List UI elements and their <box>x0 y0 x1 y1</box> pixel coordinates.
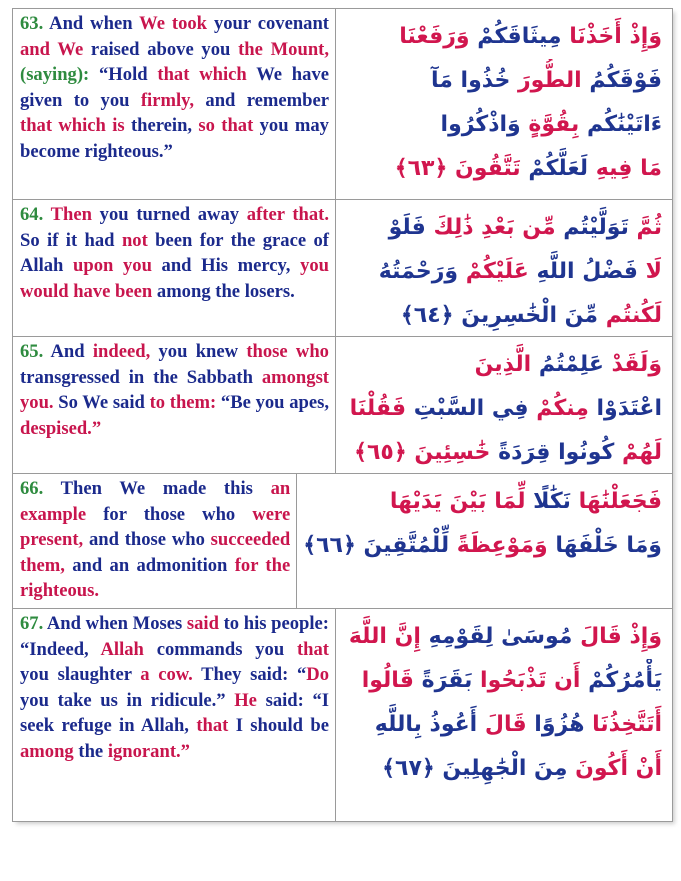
arabic-segment: الَّذِينَ <box>474 352 532 377</box>
arabic-text <box>336 609 672 821</box>
english-translation <box>13 9 336 199</box>
translation-segment: among <box>20 740 74 762</box>
translation-segment: Then <box>43 204 92 225</box>
arabic-line <box>303 524 662 568</box>
translation-segment: He <box>234 689 257 711</box>
english-translation <box>13 337 336 473</box>
translation-segment: said <box>186 613 219 634</box>
arabic-segment: فَجَعَلْنَٰهَا <box>570 489 662 514</box>
verse-row <box>13 9 672 200</box>
arabic-segment: ءَاتَيْنَٰكُم <box>579 112 662 137</box>
arabic-segment: عَلِمْتُمُ <box>531 352 604 377</box>
verse-row <box>13 474 672 609</box>
arabic-segment: مِيثَاقَكُمْ <box>469 24 562 49</box>
arabic-segment: لَكُنتُم <box>598 303 662 328</box>
translation-segment: you slaughter <box>20 664 141 686</box>
arabic-segment: مِنكُمْ <box>528 396 589 421</box>
arabic-segment: عَلَيْكُمْ <box>458 259 529 284</box>
arabic-segment: بِقُوَّةٍ <box>520 112 580 137</box>
arabic-line <box>342 615 662 659</box>
verse-number: 65. <box>20 341 44 362</box>
translation-segment: And when <box>43 13 140 34</box>
translation-segment: firmly, <box>140 89 195 111</box>
translation-segment: So if it had <box>20 229 122 251</box>
translation-segment: raised above you <box>83 38 239 60</box>
english-translation <box>13 609 336 821</box>
translation-segment: Do <box>306 664 329 686</box>
arabic-segment: إِنَّ اللَّهَ <box>348 624 421 649</box>
translation-segment: an example <box>20 478 291 525</box>
translation-segment: after that. <box>246 204 329 225</box>
arabic-line <box>342 659 662 703</box>
arabic-segment: أَنْ أَكُونَ <box>567 756 662 781</box>
arabic-segment: نَكَٰلًا <box>525 489 571 514</box>
translation-segment: We have given to you <box>20 64 329 111</box>
arabic-segment: فَلَوْ <box>388 215 426 240</box>
translation-segment: the <box>73 740 108 762</box>
translation-segment: and His mercy, <box>151 255 301 277</box>
translation-segment: And <box>43 341 93 362</box>
verse-number: 66. <box>20 478 44 499</box>
translation-segment: that which <box>157 64 247 86</box>
translation-segment: for those who <box>86 503 253 525</box>
arabic-segment: وَمَا خَلْفَهَا <box>547 533 662 558</box>
arabic-segment: خُذُوا مَآ <box>431 68 511 93</box>
arabic-text <box>336 200 672 336</box>
translation-segment: and those who <box>83 529 211 551</box>
arabic-line <box>342 343 662 387</box>
arabic-segment: لَعَلَّكُمْ <box>520 156 589 181</box>
english-translation <box>13 200 336 336</box>
translation-segment: Allah <box>100 638 144 660</box>
arabic-line <box>342 703 662 747</box>
translation-segment: for the righteous. <box>20 554 291 602</box>
arabic-segment: لَهُمْ <box>614 440 662 465</box>
translation-segment: you knew <box>150 341 247 362</box>
arabic-segment: الطُّورَ <box>510 68 582 93</box>
arabic-line <box>342 250 662 294</box>
arabic-line <box>342 15 662 59</box>
translation-segment: you would have been <box>20 255 329 302</box>
translation-segment: “Be you apes, <box>216 392 329 414</box>
arabic-segment: تَوَلَّيْتُم <box>555 215 629 240</box>
arabic-segment: هُزُوًا <box>526 712 585 737</box>
arabic-segment: أَعُوذُ بِاللَّهِ <box>374 712 478 737</box>
arabic-line <box>303 480 662 524</box>
translation-segment: to them: <box>149 392 217 414</box>
arabic-segment: فَوْقَكُمُ <box>581 68 662 93</box>
translation-segment: among the losers. <box>152 280 295 302</box>
translation-segment: “Hold <box>89 64 158 86</box>
arabic-line <box>342 103 662 147</box>
verse-number: 63. <box>20 13 44 34</box>
translation-segment: that which is <box>20 115 125 137</box>
translation-segment: those who <box>246 341 329 362</box>
translation-segment: ignorant.” <box>107 740 190 762</box>
arabic-segment: مِنَ الْجَٰهِلِينَ ﴿٦٧﴾ <box>382 756 568 781</box>
translation-segment: (saying): <box>20 64 90 86</box>
translation-segment: And when Moses <box>43 613 187 634</box>
translation-segment: the Mount, <box>238 38 329 60</box>
arabic-segment: أَن تَذْبَحُوا <box>472 668 581 693</box>
arabic-line <box>342 59 662 103</box>
translation-segment: indeed, <box>92 341 151 362</box>
arabic-text <box>336 337 672 473</box>
translation-segment: you may become righteous.” <box>20 115 329 162</box>
translation-segment: and an admonition <box>64 554 235 576</box>
translation-segment: that <box>196 715 229 737</box>
arabic-segment: مِّن بَعْدِ ذَٰلِكَ <box>425 215 556 240</box>
translation-segment: said: “I seek refuge in Allah, <box>20 689 329 737</box>
translation-segment: were present, <box>20 503 291 551</box>
verse-row <box>13 609 672 821</box>
arabic-segment: يَأْمُرُكُمْ <box>580 668 662 693</box>
translation-segment: not <box>121 229 148 251</box>
translation-segment: your covenant <box>207 13 329 34</box>
arabic-segment: مِّنَ الْخَٰسِرِينَ ﴿٦٤﴾ <box>400 303 599 328</box>
arabic-segment: وَلَقَدْ <box>603 352 662 377</box>
arabic-line <box>342 431 662 475</box>
verse-row <box>13 337 672 474</box>
arabic-segment: وَمَوْعِظَةً <box>449 533 548 558</box>
translation-segment: amongst you. <box>20 366 329 414</box>
translation-segment: They said: “ <box>192 664 307 686</box>
arabic-segment: لِّمَا بَيْنَ يَدَيْهَا <box>389 489 526 514</box>
arabic-segment: فَقُلْنَا <box>349 396 407 421</box>
arabic-segment: خَٰسِئِينَ ﴿٦٥﴾ <box>354 440 491 465</box>
arabic-line <box>342 747 662 791</box>
arabic-segment: بَقَرَةً <box>413 668 473 693</box>
arabic-line <box>342 294 662 338</box>
verse-table <box>12 8 673 822</box>
verse-row <box>13 200 672 337</box>
translation-segment: and remember <box>194 89 329 111</box>
arabic-segment: وَإِذْ <box>621 624 662 649</box>
arabic-segment: وَإِذْ أَخَذْنَا <box>561 24 662 49</box>
arabic-text <box>297 474 672 608</box>
verse-number: 67. <box>20 613 44 634</box>
translation-segment: I should be <box>228 715 329 737</box>
arabic-segment: وَرَحْمَتُهُ <box>378 259 459 284</box>
arabic-segment: كُونُوا <box>550 440 615 465</box>
arabic-text <box>336 9 672 199</box>
translation-segment: upon you <box>73 255 152 277</box>
arabic-segment: قَالَ <box>572 624 622 649</box>
arabic-segment: ثُمَّ <box>628 215 662 240</box>
translation-segment: succeeded them, <box>20 529 291 576</box>
translation-segment: you turned away <box>91 204 247 225</box>
translation-segment: So We said <box>53 392 150 414</box>
translation-segment: you take us in ridicule.” <box>20 689 235 711</box>
arabic-segment: مُوسَىٰ لِقَوْمِهِ <box>420 624 573 649</box>
translation-segment: so that <box>198 115 254 137</box>
arabic-segment: أَتَتَّخِذُنَا <box>584 712 662 737</box>
translation-segment: and We <box>20 38 84 60</box>
arabic-segment: لِّلْمُتَّقِينَ ﴿٦٦﴾ <box>303 533 450 558</box>
arabic-segment: قِرَدَةً <box>490 440 551 465</box>
translation-segment: to his people: “Indeed, <box>20 613 329 660</box>
translation-segment: commands you <box>143 638 297 660</box>
arabic-segment: قَالُوا <box>361 668 414 693</box>
translation-segment: therein, <box>124 115 199 137</box>
translation-segment: transgressed in the Sabbath <box>20 366 262 388</box>
translation-segment: We took <box>139 13 208 34</box>
arabic-segment: قَالَ <box>477 712 527 737</box>
translation-segment: Then We made this <box>43 478 271 499</box>
arabic-line <box>342 147 662 191</box>
arabic-segment: فَضْلُ اللَّهِ <box>528 259 638 284</box>
arabic-segment: وَرَفَعْنَا <box>399 24 470 49</box>
arabic-segment: تَتَّقُونَ ﴿٦٣﴾ <box>394 156 521 181</box>
translation-segment: despised.” <box>20 417 102 439</box>
arabic-segment: مَا فِيهِ <box>588 156 662 181</box>
arabic-line <box>342 206 662 250</box>
translation-segment: a cow. <box>140 664 193 686</box>
arabic-segment: اعْتَدَوْا <box>588 396 662 421</box>
arabic-line <box>342 387 662 431</box>
arabic-segment: لَا <box>637 259 662 284</box>
arabic-segment: وَاذْكُرُوا <box>440 112 521 137</box>
translation-segment: that <box>296 638 329 660</box>
english-translation <box>13 474 297 608</box>
verse-number: 64. <box>20 204 44 225</box>
arabic-segment: فِي السَّبْتِ <box>406 396 529 421</box>
translation-segment: been for the grace of Allah <box>20 229 329 277</box>
